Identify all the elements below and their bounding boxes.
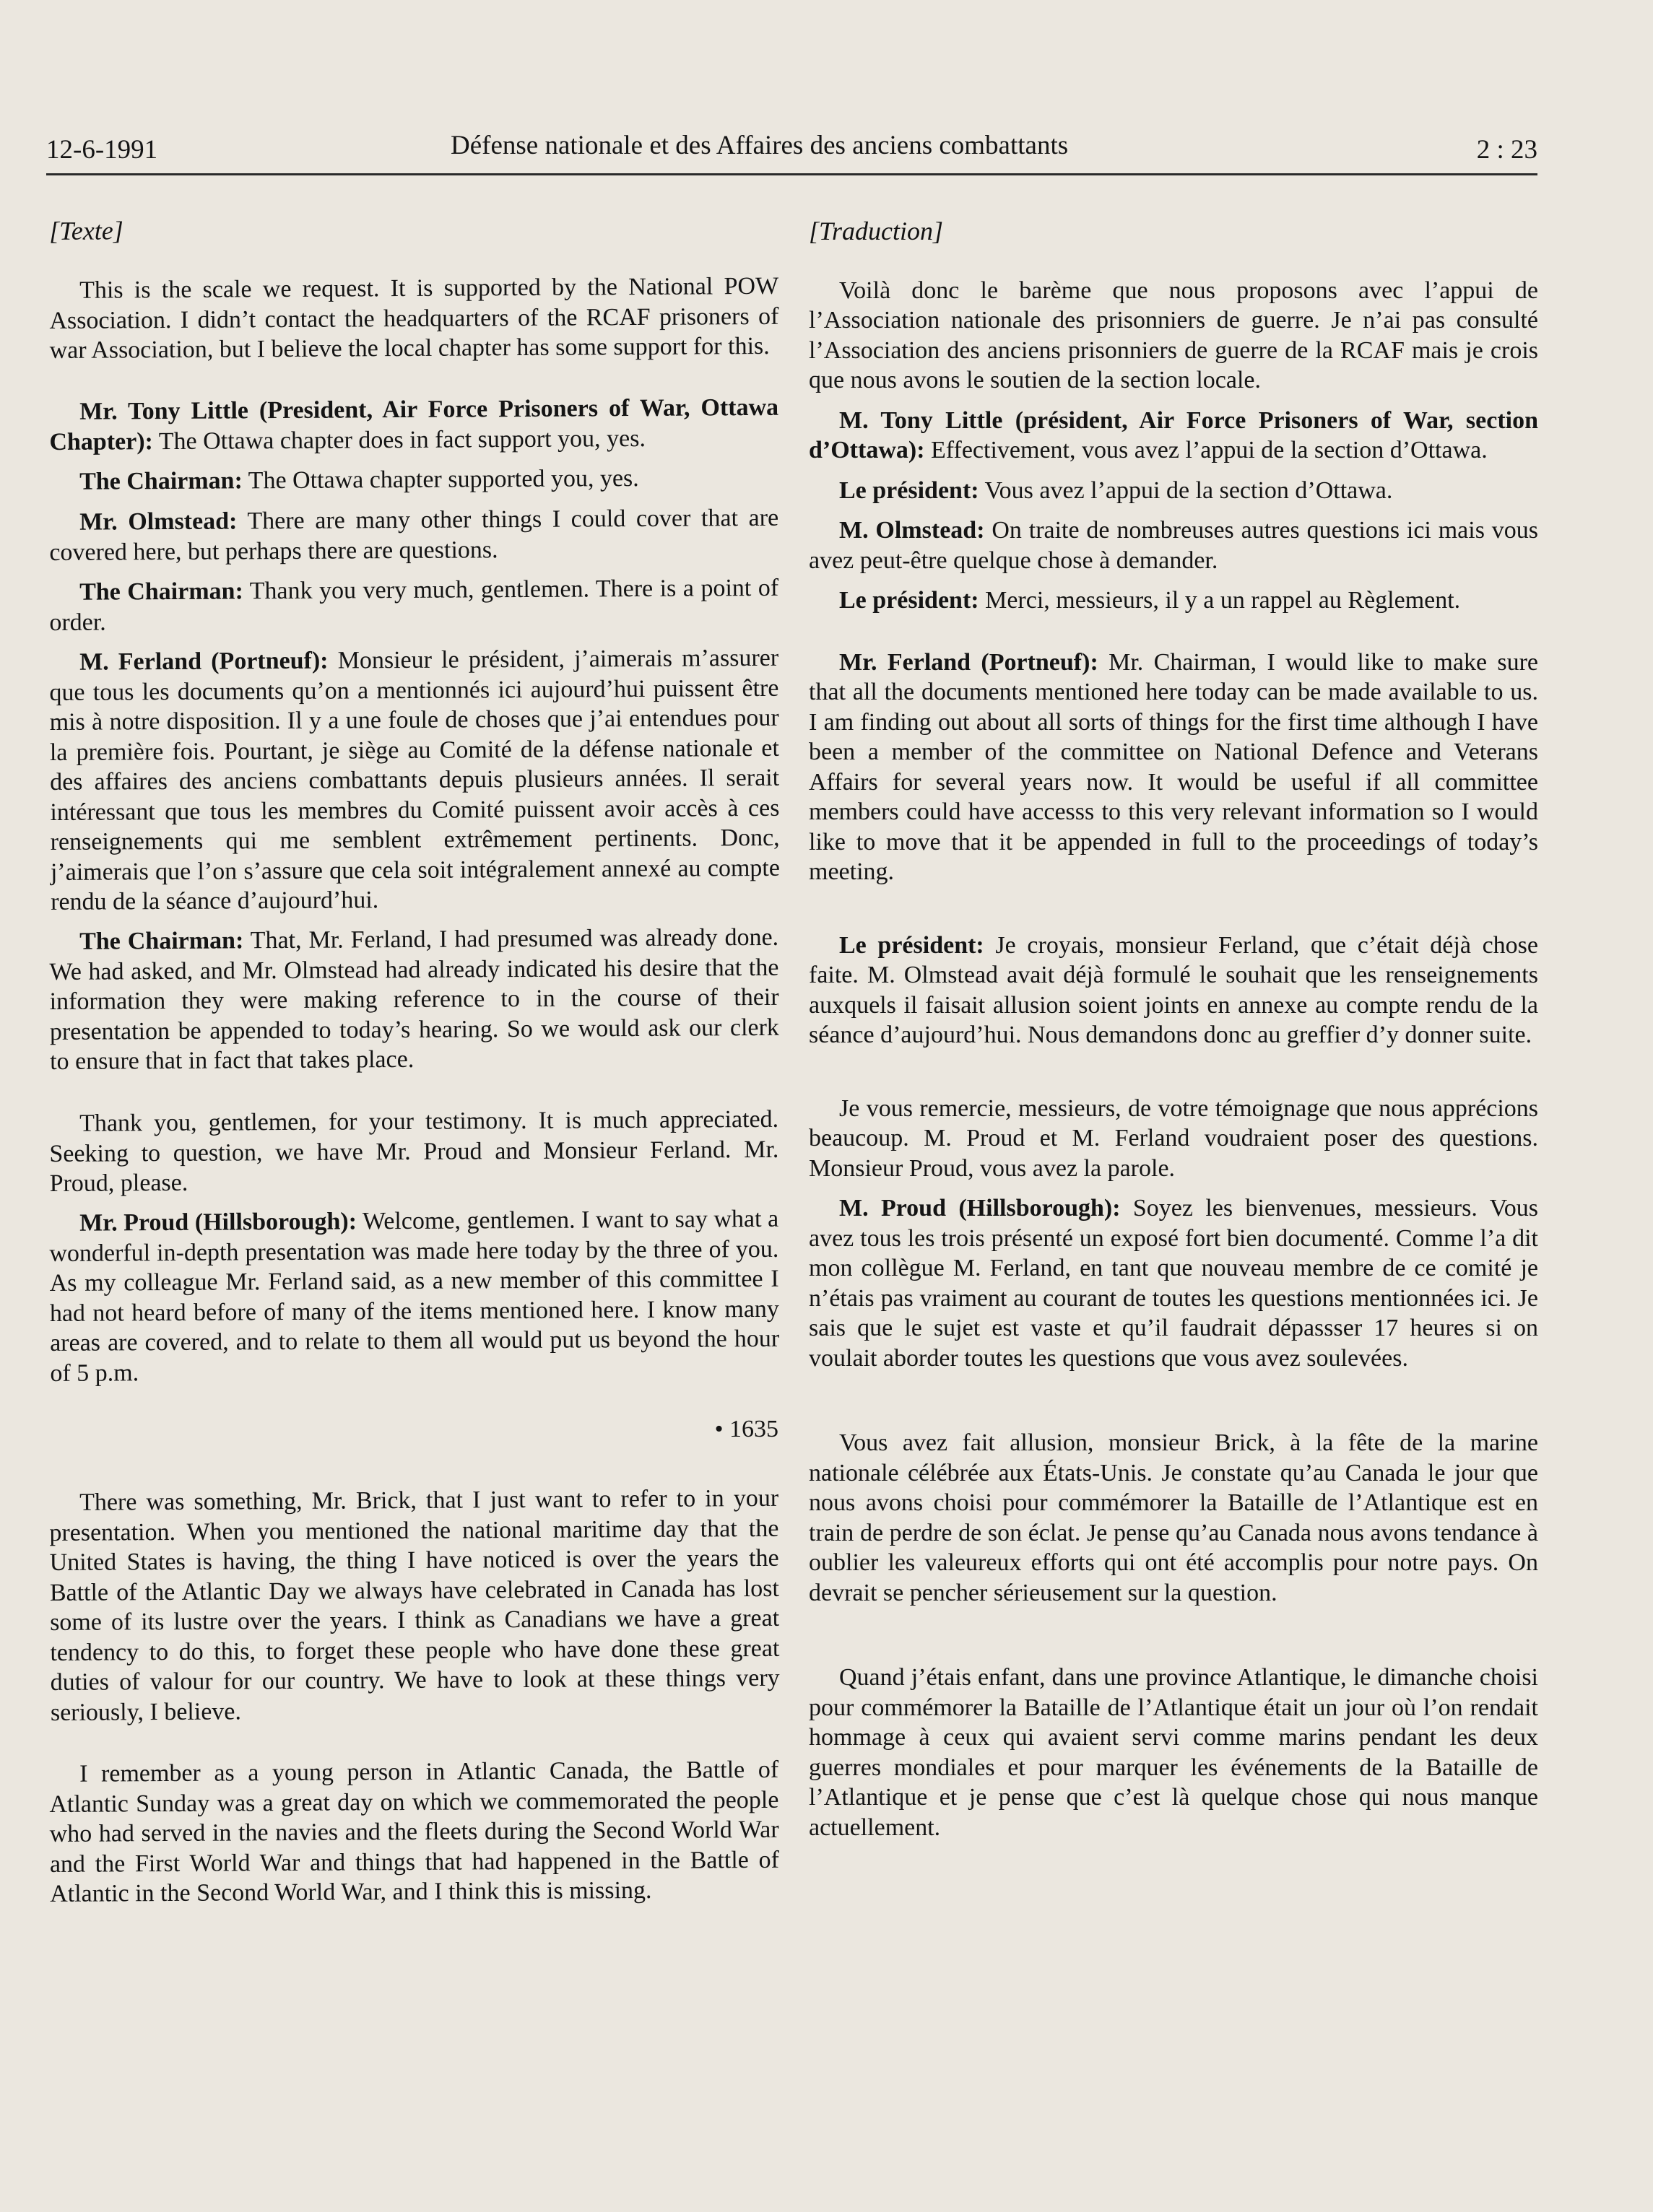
header-date: 12-6-1991 <box>46 135 158 165</box>
right-column <box>809 217 1538 1852</box>
timestamp: • 1635 <box>714 1416 778 1442</box>
speaker: Le président: <box>839 931 984 959</box>
left-paragraph: There was something, Mr. Brick, that I just want to refer to in your presentation. When you mentioned the national maritime day that the United States is having, the thing I have noticed is over the years the Battle of the Atlantic Day we always have celebrated in Canada has lost some of its lustre over the years. I think as Canadians we have a great tendency to do this, to forget these people who have done these great duties of valour for our country. We have to look at these things very seriously, I believe. <box>49 1484 780 1725</box>
speaker: Mr. Proud (Hillsborough): <box>79 1208 357 1237</box>
right-paragraph: Le président: Vous avez l’appui de la section d’Ottawa. <box>839 476 1393 504</box>
right-paragraph: Voilà donc le barème que nous proposons avec l’appui de l’Association nationale des prisonniers de guerre. Je n’ai pas consulté l’Association des anciens prisonniers de guerre de la RCAF mais je crois que nous avons le soutien de la section locale. <box>809 276 1538 393</box>
left-paragraph: M. Ferland (Portneuf): Monsieur le président, j’aimerais m’assurer que tous les documents qu’on a mentionnés ici aujourd’hui puissent être mis à notre disposition. Il y a une foule de choses que j’ai entendues pour la première fois. Pourtant, je siège au Comité de la défense nationale et des affaires des anciens combattants depuis plusieurs années. Il serait intéressant que tous les membres du Comité puissent avoir accès à ces renseignements qui me semblent extrêmement pertinents. Donc, j’aimerais que l’on s’assure que cela soit intégralement annexé au compte rendu de la séance d’aujourd’hui. <box>49 644 780 915</box>
speaker: Mr. Ferland (Portneuf): <box>839 648 1098 676</box>
right-paragraph: M. Tony Little (président, Air Force Prisoners of War, section d’Ottawa): Effectivement, vous avez l’appui de la section d’Ottawa. <box>809 406 1538 463</box>
speaker: Mr. Olmstead: <box>79 507 238 536</box>
header-page-number: 2 : 23 <box>1476 135 1537 165</box>
speaker: M. Olmstead: <box>839 517 985 544</box>
lang-tag-texte: [Texte] <box>49 216 123 245</box>
left-paragraph: I remember as a young person in Atlantic Canada, the Battle of Atlantic Sunday was a great day on which we commemorated the people who had served in the navies and the fleets during the Second World War and the First World War and things that had happened in the Battle of Atlantic in the Second World War, and I think this is missing. <box>49 1756 779 1907</box>
speaker: Mr. Tony Little (President, Air Force Prisoners of War, Ottawa Chapter): <box>49 393 779 456</box>
left-paragraph: Mr. Olmstead: There are many other things I could cover that are covered here, but perhaps there are questions. <box>49 504 779 565</box>
left-paragraph: Mr. Proud (Hillsborough): Welcome, gentlemen. I want to say what a wonderful in-depth presentation was made here today by the three of you. As my colleague Mr. Ferland said, as a new member of this committee I had not heard before of many of the items mentioned here. I know many areas are covered, and to relate to them all would put us beyond the hour of 5 p.m. <box>49 1205 780 1387</box>
header-title: Défense nationale et des Affaires des anciens combattants <box>451 131 1069 160</box>
speaker: The Chairman: <box>79 467 243 495</box>
speaker: M. Ferland (Portneuf): <box>79 647 329 676</box>
left-paragraph: The Chairman: The Ottawa chapter supported you, yes. <box>79 465 639 495</box>
right-paragraph: Quand j’étais enfant, dans une province Atlantique, le dimanche choisi pour commémorer la Bataille de l’Atlantique était un jour où l’on rendait hommage à ceux qui avaient servi comme marins pendant les deux guerres mondiales et pour marquer les événements de la Bataille de l’Atlantique et je pense que c’est là quelque chose qui nous manque actuellement. <box>809 1664 1538 1841</box>
right-paragraph: Le président: Je croyais, monsieur Ferland, que c’était déjà chose faite. M. Olmstead avait déjà formulé le souhait que les renseignements auxquels il faisait allusion soient joints en annexe au compte rendu de la séance d’aujourd’hui. Nous demandons donc au greffier d’y donner suite. <box>809 931 1539 1048</box>
right-paragraph: Je vous remercie, messieurs, de votre témoignage que nous apprécions beaucoup. M. Proud et M. Ferland voudraient poser des questions. Monsieur Proud, vous avez la parole. <box>809 1094 1538 1182</box>
right-paragraph: Vous avez fait allusion, monsieur Brick, à la fête de la marine nationale célébrée aux États-Unis. Je constate qu’au Canada le jour que nous avons choisi pour commémorer la Bataille de l’Atlantique est en train de perdre de son éclat. Je pense qu’au Canada nous avons tendance à oublier les valeureux efforts qui ont été accomplis pour notre pays. On devrait se pencher sérieusement sur la question. <box>809 1429 1538 1606</box>
right-paragraph: M. Proud (Hillsborough): Soyez les bienvenues, messieurs. Vous avez tous les trois présenté un exposé fort bien documenté. Comme l’a dit mon collègue M. Ferland, en tant que nouveau membre de ce comité je n’étais pas vraiment au courant de toutes les questions mentionnées ici. Je sais que le sujet est vaste et qu’il faudrait dépassser 17 heures si on voulait aborder toutes les questions que vous avez soulevées. <box>809 1195 1538 1372</box>
speaker: The Chairman: <box>79 577 243 606</box>
speaker: Le président: <box>839 587 979 614</box>
left-paragraph: The Chairman: Thank you very much, gentlemen. There is a point of order. <box>49 574 779 635</box>
left-paragraph: Thank you, gentlemen, for your testimony. It is much appreciated. Seeking to question, we have Mr. Proud and Monsieur Ferland. Mr. Proud, please. <box>49 1105 779 1197</box>
header-rule <box>46 173 1537 175</box>
speaker: Le président: <box>839 476 979 504</box>
left-paragraph: Mr. Tony Little (President, Air Force Prisoners of War, Ottawa Chapter): The Ottawa chapter does in fact support you, yes. <box>49 393 779 456</box>
left-paragraph: This is the scale we request. It is supported by the National POW Association. I didn’t contact the headquarters of the RCAF prisoners of war Association, but I believe the local chapter has some support for this. <box>49 272 779 364</box>
right-paragraph: M. Olmstead: On traite de nombreuses autres questions ici mais vous avez peut-être quelque chose à demander. <box>809 517 1538 574</box>
lang-tag-traduction: [Traduction] <box>809 217 944 245</box>
right-paragraph: Le président: Merci, messieurs, il y a un rappel au Règlement. <box>839 587 1461 614</box>
speaker: M. Tony Little (président, Air Force Prisoners of War, section d’Ottawa): <box>809 406 1538 463</box>
left-column <box>49 217 778 1919</box>
speaker: M. Proud (Hillsborough): <box>839 1195 1121 1222</box>
right-paragraph: Mr. Ferland (Portneuf): Mr. Chairman, I would like to make sure that all the documents mentioned here today can be made available to us. I am finding out about all sorts of things for the first time although I have been a member of the committee on National Defence and Veterans Affairs for several years now. It would be useful if all committee members could have accesss to this very relevant information so I would like to move that it be appended in full to the proceedings of today’s meeting. <box>809 648 1539 885</box>
left-paragraph: The Chairman: That, Mr. Ferland, I had presumed was already done. We had asked, and Mr. Olmstead had already indicated his desire that the information they were making reference to in the course of their presentation be appended to today’s hearing. So we would ask our clerk to ensure that in fact that takes place. <box>49 923 779 1075</box>
speaker: The Chairman: <box>79 927 244 955</box>
page-header <box>46 131 1537 172</box>
